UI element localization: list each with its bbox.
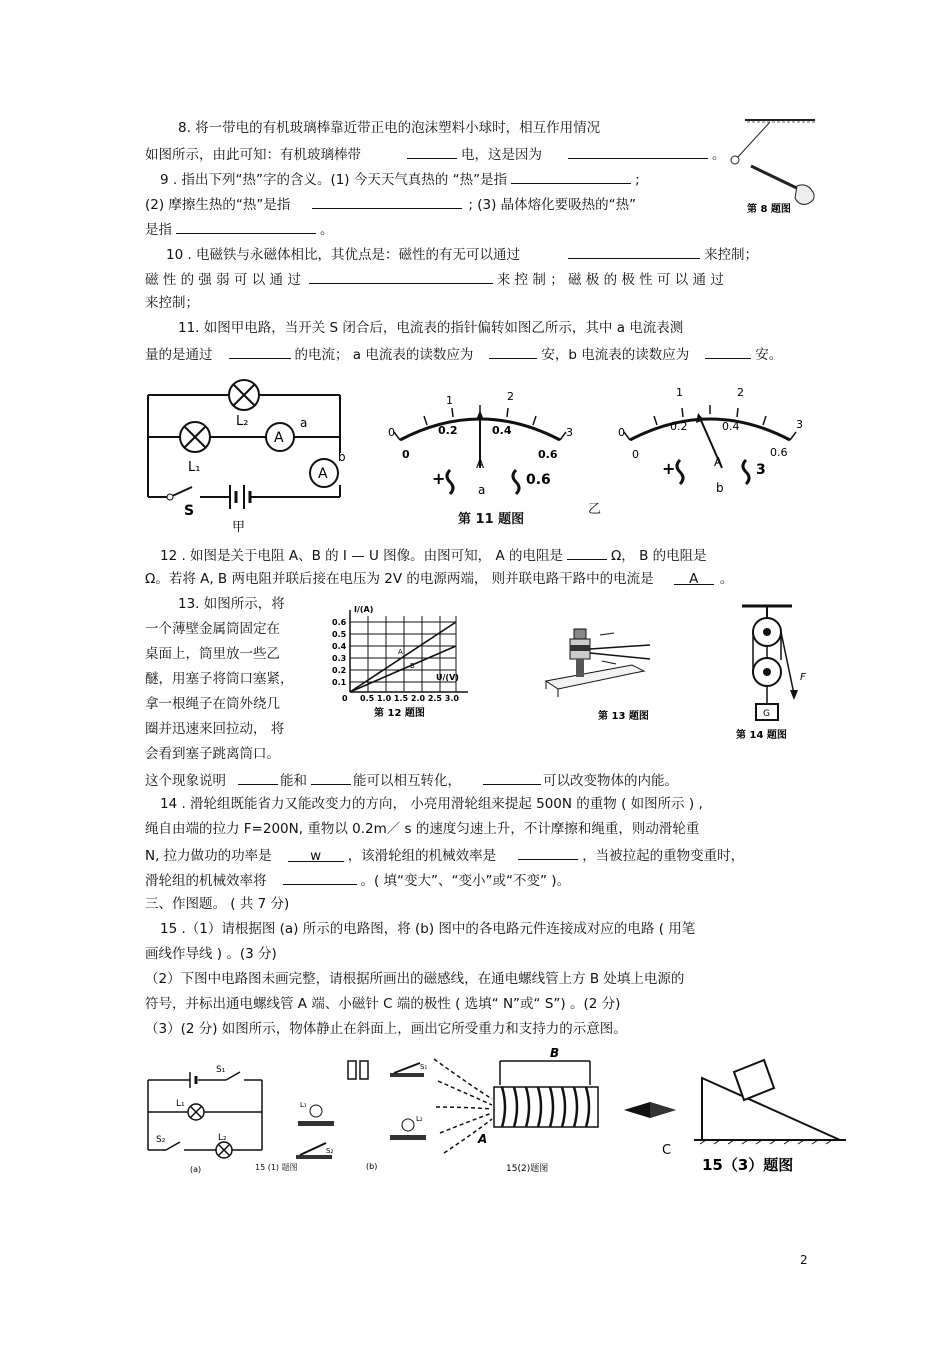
fig12-ytick-06: 0.6	[332, 618, 347, 627]
q14-line2: 绳自由端的拉力 F=200N, 重物以 0.2m／ s 的速度匀速上升，不计摩擦和绳重，则动滑轮重	[145, 821, 700, 837]
meter-b-bottom-3: 0.6	[770, 446, 788, 459]
meter-b-top-2: 2	[737, 386, 744, 399]
q11-line1: 11. 如图甲电路，当开关 S 闭合后，电流表的指针偏转如图乙所示，其中 a 电流表测	[178, 320, 684, 336]
fig15a-label-S2: S₂	[156, 1135, 166, 1145]
fig11-meter-a	[380, 380, 580, 510]
fig15-2-label-C: C	[662, 1143, 672, 1158]
fig12-label-B: B	[410, 662, 415, 670]
fig12-xticks: 0.5 1.0 1.5 2.0 2.5 3.0	[360, 694, 459, 703]
meter-a-bottom-1: 0.2	[438, 424, 458, 437]
fig11-ammeter-a: A	[274, 430, 284, 446]
q8-line1: 8. 将一带电的有机玻璃棒靠近带正电的泡沫塑料小球时，相互作用情况	[178, 120, 601, 136]
q13-line3: 桌面上，筒里放一些乙	[145, 646, 280, 662]
fig8-caption: 第 8 题图	[747, 204, 791, 215]
q15-line2: 画线作导线 ) 。(3 分)	[145, 946, 277, 962]
q10-blank-2[interactable]	[309, 268, 493, 284]
fig15-2-caption: 15(2)题图	[506, 1164, 549, 1174]
q15-line3: （2）下图中电路图未画完整，请根据所画出的磁感线，在通电螺线管上方 B 处填上电源的	[145, 971, 685, 987]
q15-line5: （3）(2 分) 如图所示，物体静止在斜面上，画出它所受重力和支持力的示意图。	[145, 1021, 627, 1037]
q15-line4: 符号，并标出通电螺线管 A 端、小磁针 C 端的极性 ( 选填“ N”或“ S”) 。(2 分)	[145, 996, 621, 1012]
q9-line2: (2) 摩擦生热的“热”是指 ; (3) 晶体熔化要吸热的“热”	[145, 193, 636, 215]
fig12-ytick-04: 0.4	[332, 642, 347, 651]
meter-b-label: b	[716, 481, 724, 495]
fig12-iu-graph	[328, 602, 478, 722]
fig14-label-G: G	[763, 709, 770, 719]
q12-blank-current[interactable]: A	[674, 569, 714, 585]
fig15-2-compass-needle	[620, 1090, 680, 1160]
q9-blank-1[interactable]	[511, 168, 631, 184]
meter-b-unit: A	[714, 455, 723, 469]
q10-line3: 来控制；	[145, 295, 199, 311]
meter-a-plus: +	[432, 469, 446, 488]
fig12-ytick-01: 0.1	[332, 678, 347, 687]
meter-b-bottom-2: 0.4	[722, 420, 740, 433]
meter-b-top-3: 3	[796, 418, 803, 431]
meter-a-top-1: 1	[446, 394, 453, 407]
fig12-ytick-05: 0.5	[332, 630, 347, 639]
fig12-ytick-0: 0	[342, 694, 348, 703]
q14-line3: N, 拉力做功的功率是 w ，该滑轮组的机械效率是 ，当被拉起的重物变重时，	[145, 844, 744, 866]
fig11-label-L1: L₁	[188, 460, 201, 475]
fig15a-circuit-diagram	[140, 1060, 270, 1175]
q15-line1: 15 .（1）请根据图 (a) 所示的电路图，将 (b) 图中的各电路元件连接成对应的电路 ( 用笔	[160, 921, 696, 937]
fig12-ytick-02: 0.2	[332, 666, 347, 675]
q10-blank-1[interactable]	[568, 243, 700, 259]
q9-blank-3[interactable]	[176, 218, 316, 234]
fig15a-label-S1: S₁	[216, 1065, 226, 1075]
fig14-pulley-image	[730, 600, 820, 745]
fig11-label-S: S	[184, 503, 195, 519]
q14-blank-power[interactable]: w	[288, 846, 344, 862]
q14-blank-efficiency[interactable]	[518, 844, 578, 860]
meter-b-bottom-1: 0.2	[670, 420, 688, 433]
q11-line2: 量的是通过 的电流； a 电流表的读数应为 安，b 电流表的读数应为 安。	[145, 343, 782, 365]
fig11-meter-b	[610, 380, 810, 510]
fig15b-label-L2: L₂	[416, 1115, 423, 1123]
q13-blank-3[interactable]	[483, 769, 541, 785]
meter-b-top-0: 0	[618, 426, 625, 439]
q9-line3: 是指 。	[145, 218, 334, 240]
q11-blank-b-reading[interactable]	[705, 343, 751, 359]
q11-blank-a-reading[interactable]	[489, 343, 537, 359]
fig15b-caption: (b)	[366, 1162, 378, 1171]
fig15b-label-S1: S₁	[420, 1063, 428, 1071]
q8-blank-reason[interactable]	[568, 143, 708, 159]
meter-b-top-1: 1	[676, 386, 683, 399]
q9-blank-2[interactable]	[312, 193, 462, 209]
fig13-cylinder-image	[540, 615, 660, 725]
meter-a-unit: A	[476, 457, 485, 471]
fig12-label-A: A	[398, 648, 403, 656]
meter-a-bottom-3: 0.6	[538, 448, 558, 461]
fig15-2-label-B: B	[550, 1046, 560, 1060]
q13-line7: 会看到塞子跳离筒口。	[145, 746, 280, 762]
fig12-ylabel: I/(A)	[354, 605, 374, 614]
q13-line6: 圈并迅速来回拉动， 将	[145, 721, 285, 737]
q13-line5: 拿一根绳子在筒外绕几	[145, 696, 280, 712]
section3-title: 三、作图题。 ( 共 7 分)	[145, 896, 290, 912]
q10-line1: 10 . 电磁铁与永磁体相比，其优点是：磁性的有无可以通过 来控制；	[166, 243, 758, 265]
meter-a-bottom-0: 0	[402, 448, 410, 461]
q13-line1: 13. 如图所示，将	[178, 596, 285, 612]
fig12-caption: 第 12 题图	[374, 708, 425, 719]
fig14-label-F: F	[800, 672, 806, 683]
fig11-circuit-diagram	[140, 375, 355, 535]
q11-blank-current[interactable]	[229, 343, 291, 359]
fig15b-label-S2: S₂	[326, 1147, 334, 1155]
fig14-caption: 第 14 题图	[736, 730, 787, 741]
fig11-label-L2: L₂	[236, 414, 249, 429]
q13-line4: 醚，用塞子将筒口塞紧，	[145, 671, 294, 687]
fig11-yi: 乙	[588, 502, 602, 517]
q13-blank-1[interactable]	[238, 769, 278, 785]
q9-line1: 9 . 指出下列“热”字的含义。(1) 今天天气真热的 “热”是指 ;	[160, 168, 640, 190]
fig12-xlabel: U/(V)	[436, 673, 459, 682]
q14-line1: 14 . 滑轮组既能省力又能改变力的方向， 小亮用滑轮组来提起 500N 的重物 ( 如图所示 ) ,	[160, 796, 703, 812]
q14-blank-change[interactable]	[283, 869, 357, 885]
fig11-label-jia: 甲	[232, 520, 246, 535]
page-number: 2	[800, 1253, 808, 1267]
q13-line2: 一个薄壁金属筒固定在	[145, 621, 280, 637]
fig15-2-solenoid-image	[430, 1045, 620, 1175]
fig11-label-a: a	[300, 416, 308, 430]
fig15b-label-L1: L₁	[300, 1101, 307, 1109]
meter-b-plus: +	[662, 459, 676, 478]
fig11-label-b: b	[338, 450, 346, 464]
q12-blank-ra[interactable]	[567, 544, 607, 560]
meter-a-range: 0.6	[526, 472, 551, 488]
fig15-3-caption: 15（3）题图	[702, 1156, 794, 1174]
q8-blank-charge[interactable]	[407, 143, 457, 159]
fig15b-components-image	[290, 1055, 440, 1175]
meter-a-top-3: 3	[566, 426, 573, 439]
q10-line2: 磁 性 的 强 弱 可 以 通 过 来 控 制 ； 磁 极 的 极 性 可 以 通 过	[145, 268, 724, 290]
fig15-1-caption: 15 (1) 题图	[255, 1163, 298, 1172]
fig11-caption: 第 11 题图	[458, 512, 525, 527]
meter-b-bottom-0: 0	[632, 448, 639, 461]
fig15-2-label-A: A	[478, 1132, 488, 1146]
q8-line2: 如图所示，由此可知：有机玻璃棒带 电，这是因为 。	[145, 143, 726, 165]
q12-line1: 12 . 如图是关于电阻 A、B 的 I — U 图像。由图可知， A 的电阻是 Ω， B 的电阻是	[160, 544, 707, 566]
fig15a-label-L2: L₂	[218, 1133, 227, 1143]
fig12-ytick-03: 0.3	[332, 654, 347, 663]
fig15a-caption: (a)	[190, 1165, 202, 1174]
fig15a-label-L1: L₁	[176, 1099, 185, 1109]
q14-line4: 滑轮组的机械效率将 。( 填“变大”、“变小”或“不变” )。	[145, 869, 570, 891]
fig11-ammeter-b: A	[318, 466, 328, 482]
q13-line8: 这个现象说明 能和 能可以相互转化， 可以改变物体的内能。	[145, 769, 678, 791]
meter-b-range: 3	[756, 462, 766, 478]
meter-a-top-0: 0	[388, 426, 395, 439]
meter-a-label: a	[478, 483, 486, 497]
q13-blank-2[interactable]	[311, 769, 351, 785]
fig8-pendulum-image	[725, 112, 820, 217]
fig15-3-slope-image	[690, 1050, 850, 1180]
meter-a-top-2: 2	[507, 390, 514, 403]
q12-line2: Ω。若将 A, B 两电阻并联后接在电压为 2V 的电源两端， 则并联电路干路中的电流是 A 。	[145, 571, 734, 587]
meter-a-bottom-2: 0.4	[492, 424, 512, 437]
fig13-caption: 第 13 题图	[598, 711, 649, 722]
